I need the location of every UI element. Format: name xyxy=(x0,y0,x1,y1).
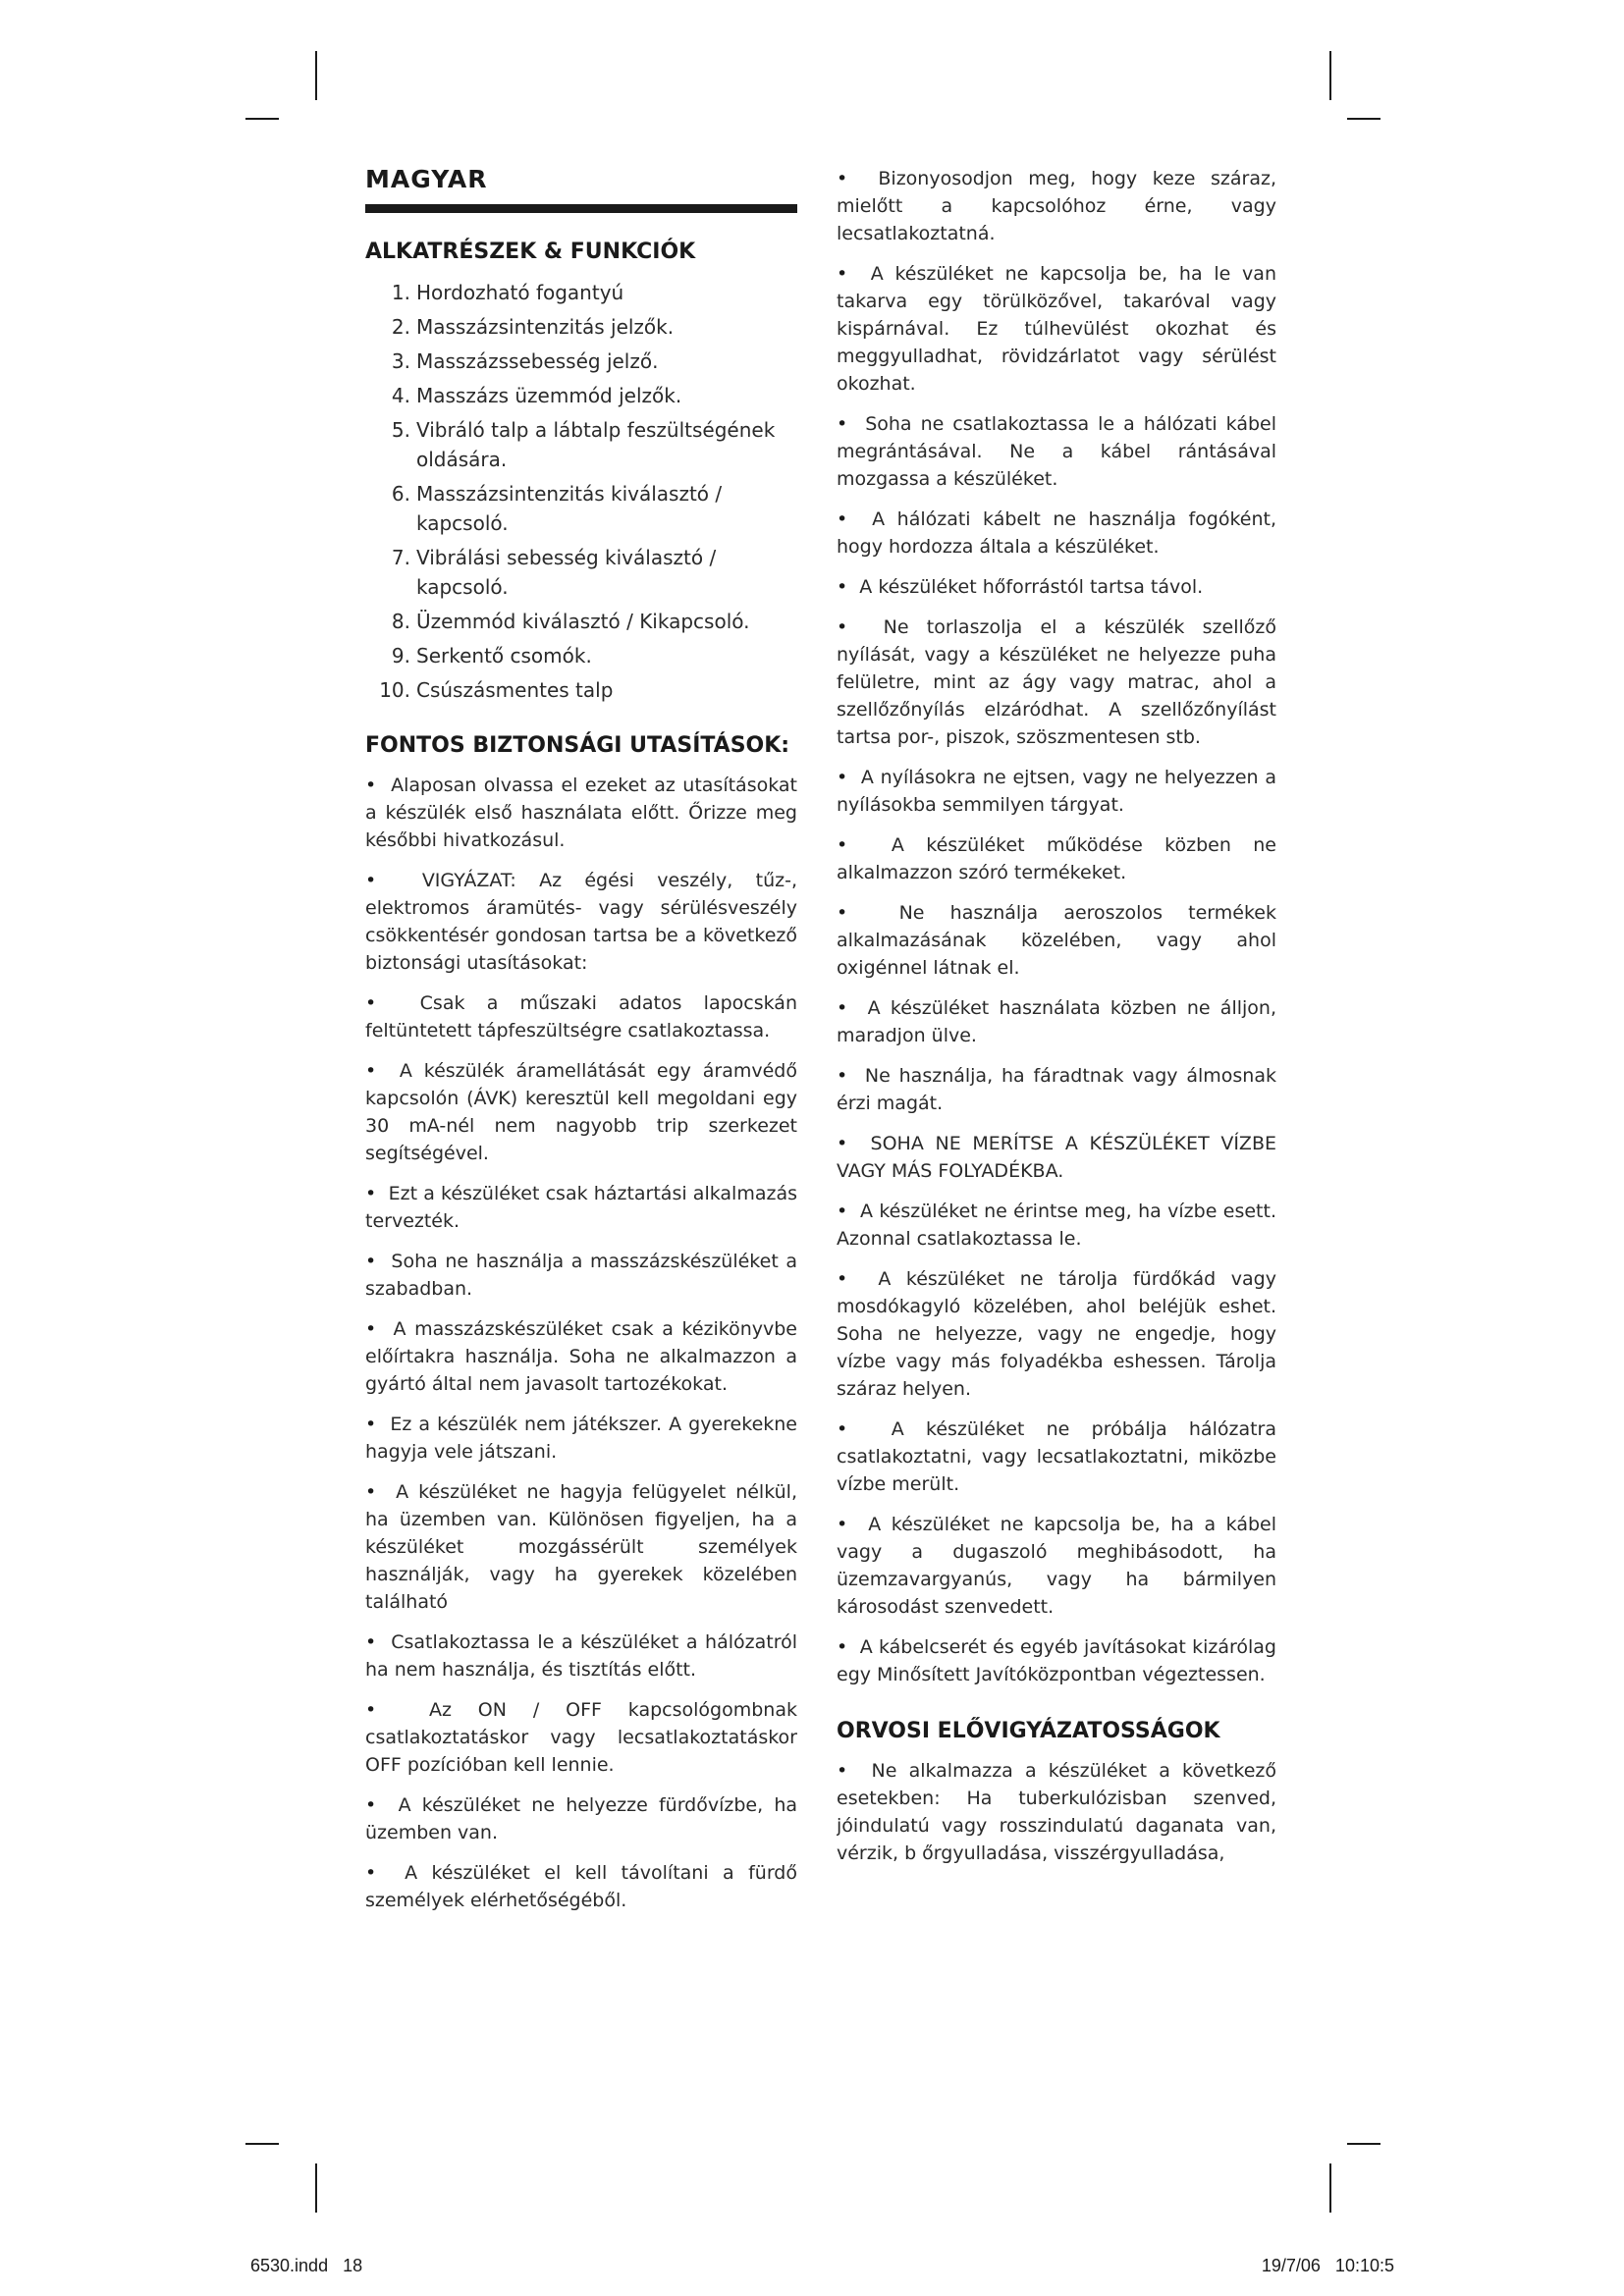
safety-item xyxy=(837,1198,1276,1253)
safety-item-text: Csatlakoztassa le a készüléket a hálózatról ha nem használja, és tisztítás előtt. xyxy=(365,1631,797,1681)
safety-item xyxy=(837,831,1276,886)
footer-file-info: 6530.indd 18 xyxy=(250,2256,363,2275)
parts-item-text: Üzemmód kiválasztó / Kikapcsoló. xyxy=(416,610,750,633)
footer-timestamp: 19/7/06 10:10:5 xyxy=(1261,2256,1394,2275)
parts-item-text: Serkentő csomók. xyxy=(416,644,592,667)
safety-item xyxy=(837,260,1276,398)
safety-item xyxy=(837,165,1276,247)
parts-item-text: Vibráló talp a lábtalp feszültségének oldására. xyxy=(416,418,776,471)
safety-item xyxy=(365,1411,797,1466)
safety-list-left xyxy=(365,772,797,1914)
crop-mark xyxy=(315,51,317,100)
parts-item-number: 9. xyxy=(391,644,410,667)
parts-item-text: Masszázsintenzitás kiválasztó / kapcsoló. xyxy=(416,482,723,535)
safety-item-text: A masszázskészüléket csak a kézikönyvbe előírtakra használja. Soha ne alkalmazzon a gyártó által nem javasolt tartozékokat. xyxy=(365,1318,797,1395)
parts-item-text: Masszázs üzemmód jelzők. xyxy=(416,384,682,407)
safety-item-text: VIGYÁZAT: Az égési veszély, tűz-, elektromos áramütés- vagy sérülésveszély csökkentésér gondosan tartsa be a következő biztonsági utasításokat: xyxy=(365,870,797,974)
parts-item-text: Csúszásmentes talp xyxy=(416,678,614,702)
safety-list-right xyxy=(837,165,1276,1688)
crop-mark xyxy=(1347,2143,1380,2145)
parts-list-item xyxy=(365,312,797,342)
safety-item xyxy=(837,573,1276,601)
safety-item xyxy=(837,1633,1276,1688)
safety-item-text: SOHA NE MERÍTSE A KÉSZÜLÉKET VÍZBE VAGY MÁS FOLYADÉKBA. xyxy=(837,1133,1276,1182)
safety-item-text: A készüléket ne helyezze fürdővízbe, ha üzemben van. xyxy=(365,1794,797,1843)
safety-item-text: A készüléket használata közben ne álljon, maradjon ülve. xyxy=(837,997,1276,1046)
crop-mark xyxy=(1329,51,1331,100)
safety-item-text: A készüléket ne érintse meg, ha vízbe esett. Azonnal csatlakoztassa le. xyxy=(837,1201,1276,1250)
safety-item-text: A készüléket el kell távolítani a fürdő személyek elérhetőségéből. xyxy=(365,1862,797,1911)
safety-item xyxy=(365,1696,797,1779)
safety-item xyxy=(837,1130,1276,1185)
parts-list-item xyxy=(365,607,797,636)
safety-item-text: A készüléket ne próbálja hálózatra csatlakoztatni, vagy lecsatlakoztatni, miközbe vízbe merült. xyxy=(837,1418,1276,1495)
parts-list-item xyxy=(365,381,797,410)
safety-item-text: A készüléket ne kapcsolja be, ha le van takarva egy törülközővel, takaróval vagy kispárnával. Ez túlhevülést okozhat és meggyulladhat, rövidzárlatot vagy sérülést okozhat. xyxy=(837,263,1276,395)
medical-heading: ORVOSI ELŐVIGYÁZATOSSÁGOK xyxy=(837,1719,1220,1743)
safety-item xyxy=(837,899,1276,982)
safety-item-text: A készüléket működése közben ne alkalmazzon szóró termékeket. xyxy=(837,834,1276,883)
safety-item-text: Soha ne használja a masszázskészüléket a szabadban. xyxy=(365,1251,797,1300)
parts-item-text: Masszázsintenzitás jelzők. xyxy=(416,315,675,339)
medical-list xyxy=(837,1757,1276,1867)
safety-item-text: Ezt a készüléket csak háztartási alkalmazás tervezték. xyxy=(365,1183,797,1232)
safety-item-text: Ne torlaszolja el a készülék szellőző nyílását, vagy a készüléket ne helyezze puha felületre, mint az ágy vagy matrac, ahol a szellőzőnyílás elzáródhat. A szellőzőnyílást tartsa por-, piszok, szöszmentesen stb. xyxy=(837,616,1276,748)
crop-mark xyxy=(1347,118,1380,120)
medical-item-text: Ne alkalmazza a készüléket a következő esetekben: Ha tuberkulózisban szenved, jóindulatú vagy rosszindulatú daganata van, vérzik, b őrgyulladása, visszérgyulladása, xyxy=(837,1760,1276,1864)
safety-item xyxy=(837,994,1276,1049)
crop-mark xyxy=(315,2163,317,2213)
parts-list-item xyxy=(365,543,797,602)
safety-item-text: A készüléket ne kapcsolja be, ha a kábel vagy a dugaszoló meghibásodott, ha üzemzavargyanús, vagy ha bármilyen károsodást szenvedett. xyxy=(837,1514,1276,1618)
safety-item xyxy=(365,1478,797,1616)
safety-item xyxy=(837,506,1276,561)
safety-item-text: Ne használja aeroszolos termékek alkalmazásának közelében, vagy ahol oxigénnel látnak el. xyxy=(837,902,1276,979)
parts-list xyxy=(365,278,797,705)
safety-item xyxy=(365,1248,797,1303)
parts-heading: ALKATRÉSZEK & FUNKCIÓK xyxy=(365,240,696,264)
safety-item xyxy=(837,1415,1276,1498)
safety-item xyxy=(365,1859,797,1914)
safety-item-text: Csak a műszaki adatos lapocskán feltüntetett tápfeszültségre csatlakoztassa. xyxy=(365,992,797,1041)
parts-item-number: 5. xyxy=(391,418,410,442)
parts-item-number: 4. xyxy=(391,384,410,407)
parts-item-number: 1. xyxy=(391,281,410,304)
parts-item-number: 8. xyxy=(391,610,410,633)
safety-item xyxy=(837,410,1276,493)
parts-item-text: Hordozható fogantyú xyxy=(416,281,624,304)
safety-item xyxy=(837,1062,1276,1117)
parts-item-text: Masszázssebesség jelző. xyxy=(416,349,659,373)
safety-item-text: Soha ne csatlakoztassa le a hálózati kábel megrántásával. Ne a kábel rántásával mozgassa a készüléket. xyxy=(837,413,1276,490)
heading-rule xyxy=(365,204,797,213)
safety-item xyxy=(365,1629,797,1683)
crop-mark xyxy=(245,118,279,120)
parts-item-text: Vibrálási sebesség kiválasztó / kapcsoló. xyxy=(416,546,717,599)
parts-list-item xyxy=(365,347,797,376)
safety-item xyxy=(365,1057,797,1167)
parts-item-number: 6. xyxy=(391,482,410,506)
safety-heading: FONTOS BIZTONSÁGI UTASÍTÁSOK: xyxy=(365,733,790,758)
parts-list-item xyxy=(365,675,797,705)
medical-item xyxy=(837,1757,1276,1867)
crop-mark xyxy=(245,2143,279,2145)
parts-item-number: 10. xyxy=(379,678,410,702)
safety-item-text: A készülék áramellátását egy áramvédő kapcsolón (ÁVK) keresztül kell megoldani egy 30 mA-nél nem nagyobb trip szerkezet segítségével. xyxy=(365,1060,797,1164)
crop-mark xyxy=(1329,2163,1331,2213)
language-heading: MAGYAR xyxy=(365,165,488,193)
safety-item-text: A készüléket ne tárolja fürdőkád vagy mosdókagyló közelében, ahol beléjük eshet. Soha ne helyezze, vagy ne engedje, hogy vízbe vagy más folyadékba eshessen. Tárolja száraz helyen. xyxy=(837,1268,1276,1400)
parts-list-item xyxy=(365,415,797,474)
parts-item-number: 3. xyxy=(391,349,410,373)
parts-list-item xyxy=(365,479,797,538)
right-column xyxy=(837,165,1276,1880)
safety-item xyxy=(365,989,797,1044)
parts-list-item xyxy=(365,641,797,670)
safety-item-text: A nyílásokra ne ejtsen, vagy ne helyezzen a nyílásokba semmilyen tárgyat. xyxy=(837,767,1276,816)
parts-list-item xyxy=(365,278,797,307)
safety-item xyxy=(365,1315,797,1398)
safety-item xyxy=(837,764,1276,819)
safety-item xyxy=(365,772,797,854)
safety-item xyxy=(837,1511,1276,1621)
safety-item-text: Bizonyosodjon meg, hogy keze száraz, mielőtt a kapcsolóhoz érne, vagy lecsatlakoztatná. xyxy=(837,168,1276,244)
safety-item-text: A kábelcserét és egyéb javításokat kizárólag egy Minősített Javítóközpontban végeztessen. xyxy=(837,1636,1276,1685)
safety-item-text: A készüléket hőforrástól tartsa távol. xyxy=(859,576,1204,598)
safety-item-text: Ez a készülék nem játékszer. A gyerekekne hagyja vele játszani. xyxy=(365,1414,797,1463)
safety-item-text: Alaposan olvassa el ezeket az utasításokat a készülék első használata előtt. Őrizze meg későbbi hivatkozásul. xyxy=(365,774,797,851)
safety-item-text: Az ON / OFF kapcsológombnak csatlakoztatáskor vagy lecsatlakoztatáskor OFF pozícióban kell lennie. xyxy=(365,1699,797,1776)
safety-item-text: A készüléket ne hagyja felügyelet nélkül, ha üzemben van. Különösen figyeljen, ha a készüléket mozgássérült személyek használják, vagy ha gyerekek közelében található xyxy=(365,1481,797,1613)
safety-item-text: Ne használja, ha fáradtnak vagy álmosnak érzi magát. xyxy=(837,1065,1276,1114)
safety-item xyxy=(365,1180,797,1235)
parts-item-number: 2. xyxy=(391,315,410,339)
safety-item-text: A hálózati kábelt ne használja fogóként, hogy hordozza általa a készüléket. xyxy=(837,508,1276,558)
left-column xyxy=(365,165,797,1927)
safety-item xyxy=(365,867,797,977)
safety-item xyxy=(365,1791,797,1846)
safety-item xyxy=(837,1265,1276,1403)
parts-item-number: 7. xyxy=(391,546,410,569)
safety-item xyxy=(837,614,1276,751)
